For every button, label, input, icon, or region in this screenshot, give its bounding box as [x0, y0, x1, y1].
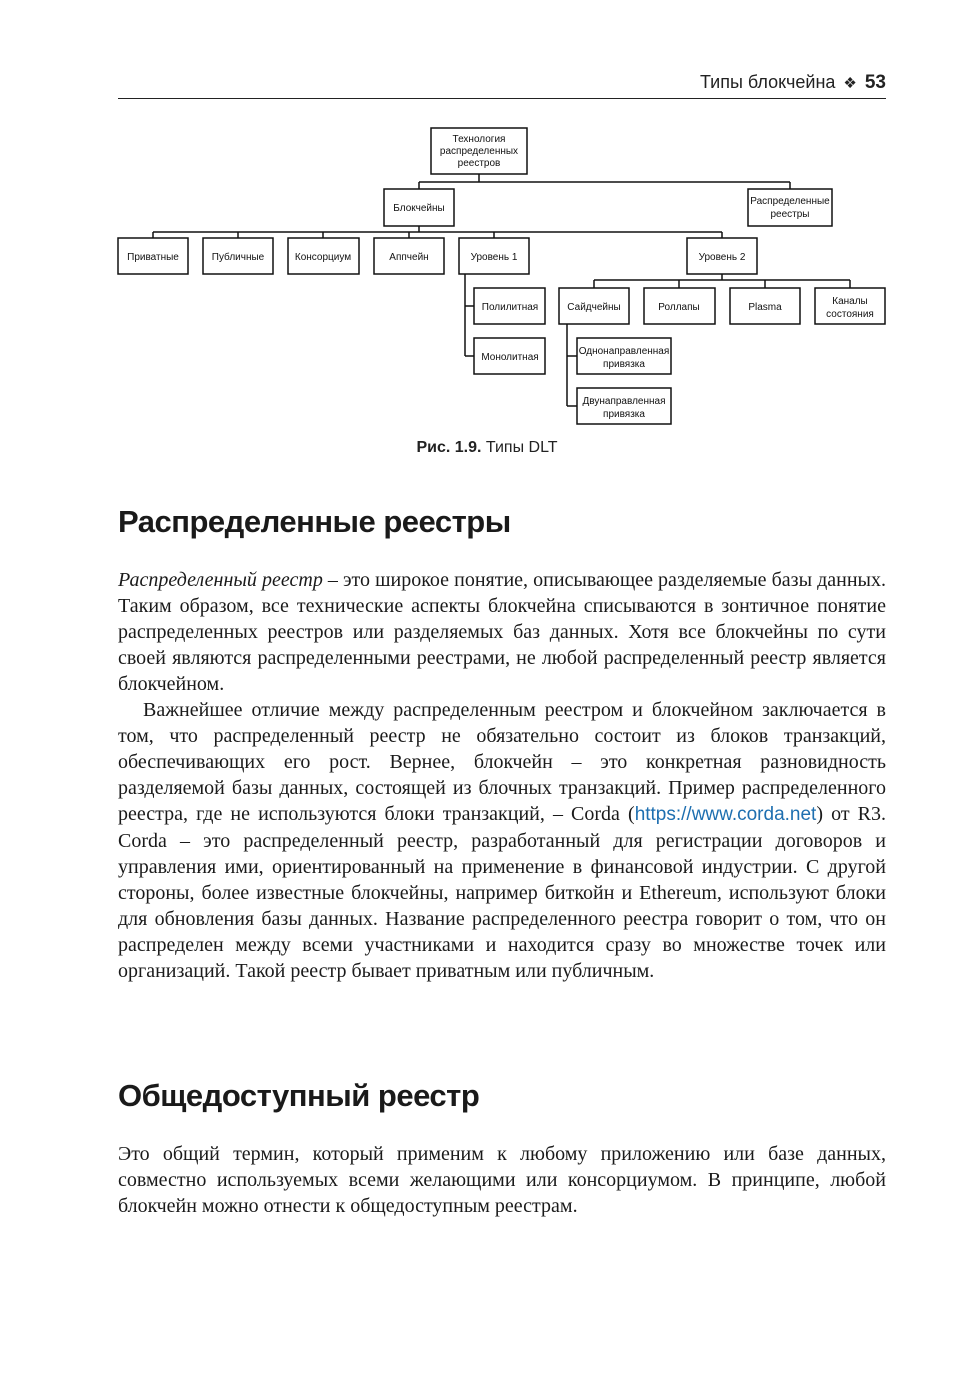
- paragraph-ledger-vs-blockchain: [118, 697, 886, 984]
- node-distributed-ledgers-line-1: Распределенные: [750, 196, 830, 207]
- running-header-text: [700, 72, 886, 94]
- section-heading-public-ledger: Общедоступный реестр: [118, 1078, 480, 1113]
- node-rollups-label: Роллапы: [658, 302, 700, 313]
- node-private-label: Приватные: [127, 252, 179, 263]
- node-two-way-peg: [577, 388, 671, 424]
- node-monolithic-label: Монолитная: [481, 352, 539, 363]
- node-plasma-label: Plasma: [748, 302, 782, 313]
- node-plasma: [730, 288, 800, 324]
- paragraph-2-intro: Важнейшее отличие между распределенным реестром и блокчейном заключается в том, что распределенный реестр не обязательно состоит из блоков транзакций, обеспечивающих его рост. Вернее, блокчейн – это конкретная разновидность разделяемой базы данных, состоящей из блочных транзакций. Пример распределенного реестра, где не используются блоки транзакций, – Corda (: [118, 699, 886, 825]
- node-layer2: [687, 238, 757, 274]
- node-state-channels: [815, 288, 885, 324]
- node-layer1-label: Уровень 1: [470, 252, 518, 263]
- node-dlt: [431, 128, 527, 174]
- paragraph-distributed-ledger-definition: [118, 567, 886, 697]
- node-one-way-peg-line-2: привязка: [603, 359, 645, 370]
- node-blockchains: [384, 189, 454, 226]
- figure-caption: [0, 439, 974, 457]
- corda-link[interactable]: https://www.corda.net: [634, 804, 817, 825]
- node-dlt-line-3: реестров: [457, 158, 501, 169]
- figure-caption-text: Типы DLT: [485, 439, 558, 456]
- node-public: [203, 238, 273, 274]
- node-monolithic: [474, 338, 545, 374]
- node-blockchains-label: Блокчейны: [393, 203, 445, 214]
- running-title: Типы блокчейна: [699, 72, 836, 92]
- ornament-icon: ❖: [843, 75, 857, 92]
- node-dlt-line-2: распределенных: [439, 146, 519, 157]
- figure-caption-label: Рис. 1.9.: [416, 439, 482, 456]
- paragraph-2-rest: ) от R3. Corda – это распределенный реестр, разработанный для регистрации договоров и управления ими, ориентированный на применение в финансовой индустрии. С другой стороны, более известные блокчейны, например биткойн и Ethereum, используют блоки для обновления базы данных. Название распределенного реестра говорит о том, что он распределен между всеми участниками и находится сразу во множестве точек или организаций. Такой реестр бывает приватным или публичным.: [118, 803, 887, 982]
- node-two-way-peg-line-1: Двунаправленная: [582, 396, 666, 407]
- node-polylithic-label: Полилитная: [481, 302, 539, 313]
- node-one-way-peg-line-1: Однонаправленная: [578, 346, 670, 357]
- node-distributed-ledgers: [748, 189, 832, 226]
- node-appchain-label: Аппчейн: [389, 252, 429, 263]
- running-header: [118, 70, 886, 99]
- node-appchain: [374, 238, 444, 274]
- node-layer1: [459, 238, 529, 274]
- paragraph-1-body: – это широкое понятие, описывающее разделяемые базы данных. Таким образом, все технические аспекты блокчейна списываются в зонтичное понятие распределенных реестров или разделяемых баз данных. Хотя все блокчейны по сути своей являются распределенными реестрами, не любой распределенный реестр является блокчейном.: [118, 569, 886, 695]
- dlt-types-diagram: [110, 120, 900, 435]
- node-dlt-line-1: Технология: [452, 134, 506, 145]
- node-layer2-label: Уровень 2: [698, 252, 746, 263]
- node-consortium: [288, 238, 359, 274]
- node-sidechains-label: Сайдчейны: [567, 302, 621, 313]
- node-sidechains: [559, 288, 629, 324]
- node-state-channels-line-1: Каналы: [832, 296, 868, 307]
- node-private: [118, 238, 188, 274]
- node-rollups: [644, 288, 715, 324]
- section-heading-distributed-ledgers: Распределенные реестры: [118, 504, 511, 539]
- node-state-channels-line-2: состояния: [826, 309, 874, 320]
- node-one-way-peg: [577, 338, 671, 374]
- term-distributed-ledger: Распределенный реестр: [118, 569, 323, 591]
- page-number: 53: [864, 72, 886, 93]
- paragraph-public-ledger-definition: Это общий термин, который применим к любому приложению или базе данных, совместно используемых всеми желающими или консорциумом. В принципе, любой блокчейн можно отнести к общедоступным реестрам.: [118, 1143, 886, 1217]
- node-distributed-ledgers-line-2: реестры: [770, 209, 810, 220]
- node-consortium-label: Консорциум: [294, 252, 352, 263]
- node-public-label: Публичные: [211, 252, 265, 263]
- node-two-way-peg-line-2: привязка: [603, 409, 645, 420]
- node-polylithic: [474, 288, 545, 324]
